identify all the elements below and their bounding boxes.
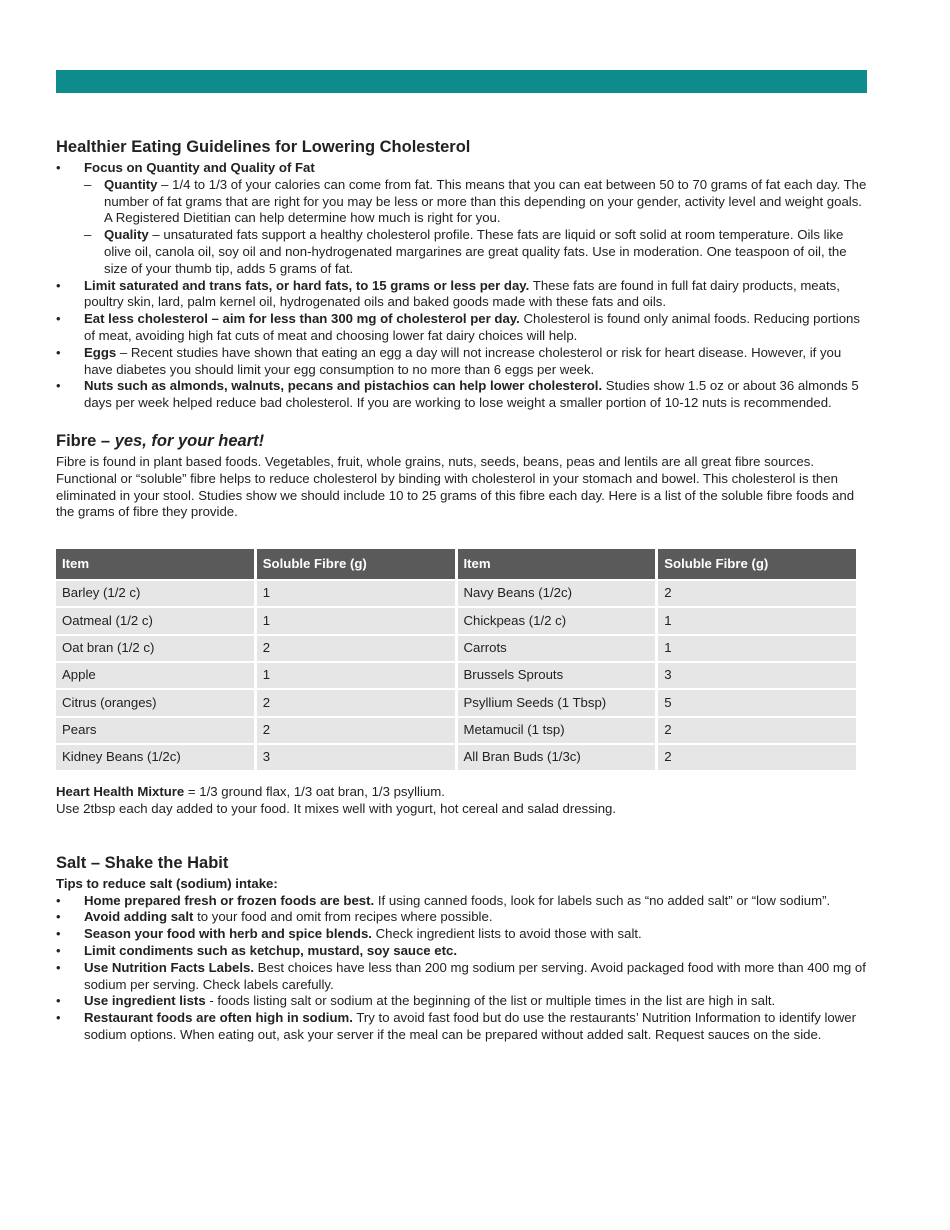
list-item (84, 177, 867, 227)
tip-label: Season your food with herb and spice blends. (84, 926, 372, 942)
fat-heading: Focus on Quantity and Quality of Fat (84, 160, 315, 175)
tip-text: Best choices have less than 200 mg sodium per serving. Avoid packaged food with more than 400 mg of sodium per serving. Check labels carefully. (84, 959, 866, 992)
nuts-text: Studies show 1.5 oz or about 36 almonds 5 days per week helped reduce bad cholesterol. If you are working to lose weight a smaller portion of 10-12 nuts is recommended. (84, 378, 859, 411)
table-cell: 2 (257, 636, 455, 661)
table-cell: Navy Beans (1/2c) (458, 581, 656, 606)
table-cell: Kidney Beans (1/2c) (56, 745, 254, 770)
quantity-label: Quantity (104, 176, 158, 192)
eggs-label: Eggs (84, 344, 117, 360)
table-cell: Oat bran (1/2 c) (56, 636, 254, 661)
table-cell: Psyllium Seeds (1 Tbsp) (458, 690, 656, 715)
table-cell: Apple (56, 663, 254, 688)
table-row (56, 663, 856, 688)
nuts-label: Nuts such as almonds, walnuts, pecans and pistachios can help lower cholesterol. (84, 378, 603, 394)
tip-label: Use ingredient lists (84, 993, 206, 1009)
table-row (56, 745, 856, 770)
table-cell: 3 (658, 663, 856, 688)
salt-heading: Salt – Shake the Habit (56, 853, 229, 872)
table-cell: 2 (658, 718, 856, 743)
tip-label: Use Nutrition Facts Labels. (84, 959, 255, 975)
fibre-heading (56, 431, 867, 451)
table-row (56, 608, 856, 633)
column-header: Item (458, 549, 656, 579)
table-cell: 1 (658, 608, 856, 633)
tip-label: Home prepared fresh or frozen foods are best. (84, 892, 375, 908)
table-cell: Metamucil (1 tsp) (458, 718, 656, 743)
salt-section (56, 853, 867, 1044)
table-cell: 2 (257, 690, 455, 715)
table-cell: 1 (257, 608, 455, 633)
eggs-text: – Recent studies have shown that eating an egg a day will not increase cholesterol or risk for heart disease. However, if you have diabetes you should limit your egg consumption to no more than 6 eggs per week. (84, 344, 842, 377)
saturated-fat-text: These fats are found in full fat dairy products, meats, poultry skin, lard, palm kernel oil, hydrogenated oils and baked goods made with these fats and oils. (84, 277, 840, 310)
table-cell: Brussels Sprouts (458, 663, 656, 688)
document-body (56, 137, 867, 1044)
table-cell: 5 (658, 690, 856, 715)
table-cell: Pears (56, 718, 254, 743)
tip-text: Check ingredient lists to avoid those with salt. (371, 926, 642, 942)
list-item (56, 345, 867, 379)
table-cell: 2 (658, 581, 856, 606)
table-cell: Oatmeal (1/2 c) (56, 608, 254, 633)
heart-health-mixture (56, 784, 867, 801)
table-header-row (56, 549, 856, 579)
list-item (56, 278, 867, 312)
list-item (56, 311, 867, 345)
table-cell: Barley (1/2 c) (56, 581, 254, 606)
salt-tips-list (56, 893, 867, 1044)
tip-label: Avoid adding salt (84, 909, 194, 925)
table-cell: All Bran Buds (1/3c) (458, 745, 656, 770)
list-item (56, 1010, 867, 1044)
fat-sublist (84, 177, 867, 278)
table-cell: 1 (257, 663, 455, 688)
table-row (56, 581, 856, 606)
table-cell: Carrots (458, 636, 656, 661)
list-item (56, 960, 867, 994)
table-cell: 1 (257, 581, 455, 606)
mixture-usage: Use 2tbsp each day added to your food. It mixes well with yogurt, hot cereal and salad dressing. (56, 801, 617, 817)
fibre-heading-italic: yes, for your heart! (114, 431, 265, 450)
table-cell: 3 (257, 745, 455, 770)
table-cell: 2 (257, 718, 455, 743)
salt-tips-title: Tips to reduce salt (sodium) intake: (56, 875, 278, 891)
list-item (56, 893, 867, 910)
column-header: Item (56, 549, 254, 579)
quality-label: Quality (104, 227, 149, 243)
column-header: Soluble Fibre (g) (257, 549, 455, 579)
cholesterol-limit-text: Cholesterol is found only animal foods. Reducing portions of meat, avoiding high fat cuts of meat and choosing lower fat dairy choices will help. (84, 311, 860, 343)
list-item (56, 378, 867, 412)
tip-label: Restaurant foods are often high in sodium. (84, 1010, 353, 1026)
mixture-text: = 1/3 ground flax, 1/3 oat bran, 1/3 psyllium. (184, 784, 445, 800)
fibre-section (56, 431, 867, 818)
tip-text: to your food and omit from recipes where possible. (193, 909, 493, 925)
quantity-text: – 1/4 to 1/3 of your calories can come from fat. This means that you can eat between 50 to 70 grams of fat each day. The number of fat grams that are right for you may be less or more than this depending on your gender, activity level and weight goals. A Registered Dietitian can help determine how much is right for you. (104, 176, 867, 226)
cholesterol-heading: Healthier Eating Guidelines for Lowering Cholesterol (56, 138, 471, 156)
tip-text: - foods listing salt or sodium at the beginning of the list or multiple times in the list are high in salt. (205, 993, 776, 1009)
soluble-fibre-table (53, 547, 859, 772)
list-item (56, 909, 867, 926)
column-header: Soluble Fibre (g) (658, 549, 856, 579)
tip-label: Limit condiments such as ketchup, mustard, soy sauce etc. (84, 943, 458, 958)
quality-text: – unsaturated fats support a healthy cholesterol profile. These fats are liquid or soft solid at room temperature. Oils like olive oil, canola oil, soy oil and non-hydrogenated margarines are great quality fats. Use in moderation. One teaspoon of oil, the size of your thumb tip, adds 5 grams of fat. (104, 227, 847, 276)
list-item (56, 993, 867, 1010)
table-row (56, 636, 856, 661)
mixture-label: Heart Health Mixture (56, 784, 185, 800)
list-item (56, 943, 867, 960)
table-row (56, 690, 856, 715)
list-item (84, 227, 867, 277)
table-cell: 2 (658, 745, 856, 770)
list-item (56, 160, 867, 278)
saturated-fat-label: Limit saturated and trans fats, or hard fats, to 15 grams or less per day. (84, 277, 530, 293)
fibre-intro: Fibre is found in plant based foods. Vegetables, fruit, whole grains, nuts, seeds, beans, peas and lentils are all great fibre sources. Functional or “soluble” fibre helps to reduce cholesterol by binding with cholesterol in your stomach and bowel. This cholesterol is then eliminated in your stool. Studies show we should include 10 to 25 grams of this fibre each day. Here is a list of the soluble fibre foods and the grams of fibre they provide. (56, 453, 855, 520)
fibre-heading-plain: Fibre – (56, 431, 115, 450)
table-cell: Chickpeas (1/2 c) (458, 608, 656, 633)
tip-text: Try to avoid fast food but do use the restaurants’ Nutrition Information to identify lower sodium options. When eating out, ask your server if the meal can be prepared without added salt. Request sauces on the side. (84, 1010, 857, 1042)
cholesterol-limit-label: Eat less cholesterol – aim for less than 300 mg of cholesterol per day. (84, 311, 520, 327)
table-cell: Citrus (oranges) (56, 690, 254, 715)
list-item (56, 926, 867, 943)
table-cell: 1 (658, 636, 856, 661)
tip-text: If using canned foods, look for labels such as “no added salt” or “low sodium”. (374, 892, 831, 908)
table-row (56, 718, 856, 743)
header-accent-bar (56, 70, 867, 93)
cholesterol-section (56, 137, 867, 412)
cholesterol-guidelines-list (56, 160, 867, 412)
